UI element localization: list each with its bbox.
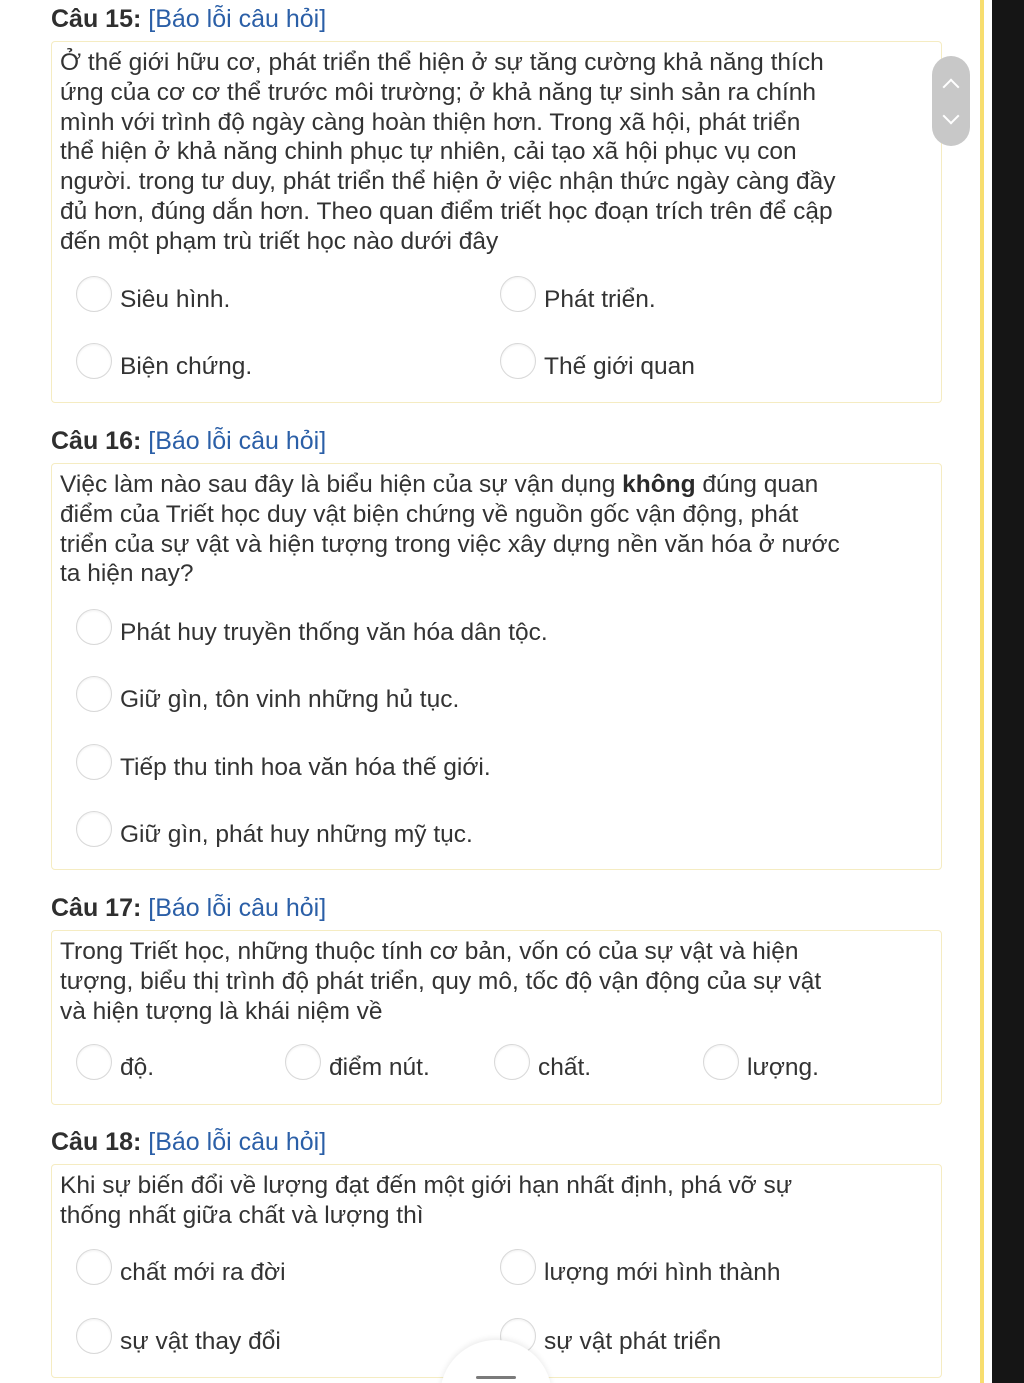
answer-option[interactable] xyxy=(76,613,548,653)
question-text-line: ứng của cơ cơ thể trước môi trường; ở khả năng tự sinh sản ra chính xyxy=(60,78,817,106)
question-18-header xyxy=(51,1127,326,1157)
answer-option[interactable] xyxy=(285,1048,430,1088)
question-17-card xyxy=(51,930,942,1105)
question-text-line: và hiện tượng là khái niệm về xyxy=(60,997,383,1025)
question-16-card xyxy=(51,463,942,870)
question-text-line: thống nhất giữa chất và lượng thì xyxy=(60,1201,424,1229)
radio-button[interactable] xyxy=(76,343,112,379)
scroll-nav-pill[interactable] xyxy=(932,56,970,146)
answer-option[interactable] xyxy=(76,347,252,387)
question-text-line: Ở thế giới hữu cơ, phát triển thể hiện ở sự tăng cường khả năng thích xyxy=(60,49,824,76)
option-label: Phát huy truyền thống văn hóa dân tộc. xyxy=(120,619,548,646)
option-label: lượng. xyxy=(747,1054,819,1081)
answer-option[interactable] xyxy=(76,748,491,788)
option-label: Giữ gìn, tôn vinh những hủ tục. xyxy=(120,686,460,713)
answer-option[interactable] xyxy=(500,1253,781,1293)
option-label: chất mới ra đời xyxy=(120,1259,286,1286)
report-question-link[interactable]: [Báo lỗi câu hỏi] xyxy=(148,894,327,922)
question-text-segment: đúng quan xyxy=(695,471,819,498)
question-number: Câu 18: xyxy=(51,1128,142,1156)
question-17-header xyxy=(51,893,326,923)
option-label: Siêu hình. xyxy=(120,286,231,313)
radio-button[interactable] xyxy=(76,676,112,712)
question-text-line: Trong Triết học, những thuộc tính cơ bản, vốn có của sự vật và hiện xyxy=(60,938,799,965)
question-text-line: ta hiện nay? xyxy=(60,560,194,588)
option-label: điểm nút. xyxy=(329,1054,430,1081)
answer-option[interactable] xyxy=(76,1048,154,1088)
chevron-down-icon[interactable] xyxy=(943,107,960,124)
emphasis-text: không xyxy=(622,471,696,498)
question-text-line: đến một phạm trù triết học nào dưới đây xyxy=(60,227,499,255)
option-label: độ. xyxy=(120,1054,155,1081)
option-label: Giữ gìn, phát huy những mỹ tục. xyxy=(120,821,473,848)
drag-handle-icon xyxy=(476,1376,516,1379)
radio-button[interactable] xyxy=(500,276,536,312)
radio-button[interactable] xyxy=(500,343,536,379)
question-text-line: người. trong tư duy, phát triển thể hiện ở việc nhận thức ngày càng đầy xyxy=(60,168,836,196)
question-15-card xyxy=(51,41,942,403)
option-label: Tiếp thu tinh hoa văn hóa thế giới. xyxy=(120,754,491,781)
answer-option[interactable] xyxy=(76,1253,286,1293)
answer-option[interactable] xyxy=(703,1048,819,1088)
radio-button[interactable] xyxy=(76,1249,112,1285)
option-label: lượng mới hình thành xyxy=(544,1259,781,1286)
radio-button[interactable] xyxy=(703,1044,739,1080)
page-edge-rail xyxy=(980,0,984,1383)
radio-button[interactable] xyxy=(494,1044,530,1080)
question-text-line: Khi sự biến đổi về lượng đạt đến một giới hạn nhất định, phá vỡ sự xyxy=(60,1172,793,1199)
question-text xyxy=(60,937,935,1026)
question-text-line: đủ hơn, đúng dắn hơn. Theo quan điểm triết học đoạn trích trên để cập xyxy=(60,197,833,225)
question-text-line: thể hiện ở khả năng chinh phục tự nhiên, cải tạo xã hội phục vụ con xyxy=(60,138,797,166)
question-text-line xyxy=(60,470,935,500)
radio-button[interactable] xyxy=(76,1044,112,1080)
answer-option[interactable] xyxy=(76,1322,281,1362)
question-number: Câu 16: xyxy=(51,427,142,455)
option-label: Phát triển. xyxy=(544,286,656,313)
radio-button[interactable] xyxy=(76,609,112,645)
question-number: Câu 15: xyxy=(51,5,142,33)
option-label: Thế giới quan xyxy=(544,353,695,380)
question-number: Câu 17: xyxy=(51,894,142,922)
radio-button[interactable] xyxy=(500,1249,536,1285)
report-question-link[interactable]: [Báo lỗi câu hỏi] xyxy=(148,5,327,33)
radio-button[interactable] xyxy=(76,1318,112,1354)
question-text-line: triển của sự vật và hiện tượng trong việc xây dựng nền văn hóa ở nước xyxy=(60,530,840,558)
question-15-header xyxy=(51,4,326,34)
question-text-segment: Việc làm nào sau đây là biểu hiện của sự vận dụng xyxy=(60,471,623,498)
radio-button[interactable] xyxy=(285,1044,321,1080)
answer-option[interactable] xyxy=(494,1048,591,1088)
question-16-header xyxy=(51,426,326,456)
question-text xyxy=(60,48,935,257)
option-label: sự vật thay đổi xyxy=(120,1328,281,1355)
answer-option[interactable] xyxy=(500,280,656,320)
screen-edge xyxy=(992,0,1024,1383)
option-label: chất. xyxy=(538,1054,592,1081)
question-text xyxy=(60,470,935,589)
answer-option[interactable] xyxy=(76,280,230,320)
chevron-up-icon[interactable] xyxy=(943,78,960,95)
radio-button[interactable] xyxy=(76,744,112,780)
answer-option[interactable] xyxy=(76,815,473,855)
question-text xyxy=(60,1171,935,1231)
answer-option[interactable] xyxy=(500,347,695,387)
question-text-line: tượng, biểu thị trình độ phát triển, quy mô, tốc độ vận động của sự vật xyxy=(60,967,822,995)
report-question-link[interactable]: [Báo lỗi câu hỏi] xyxy=(148,427,327,455)
option-label: Biện chứng. xyxy=(120,353,253,380)
answer-option[interactable] xyxy=(76,680,459,720)
question-text-line: điểm của Triết học duy vật biện chứng về nguồn gốc vận động, phát xyxy=(60,500,799,528)
radio-button[interactable] xyxy=(76,276,112,312)
question-text-line: mình với trình độ ngày càng hoàn thiện hơn. Trong xã hội, phát triển xyxy=(60,108,801,136)
option-label: sự vật phát triển xyxy=(544,1328,722,1355)
radio-button[interactable] xyxy=(76,811,112,847)
report-question-link[interactable]: [Báo lỗi câu hỏi] xyxy=(148,1128,327,1156)
